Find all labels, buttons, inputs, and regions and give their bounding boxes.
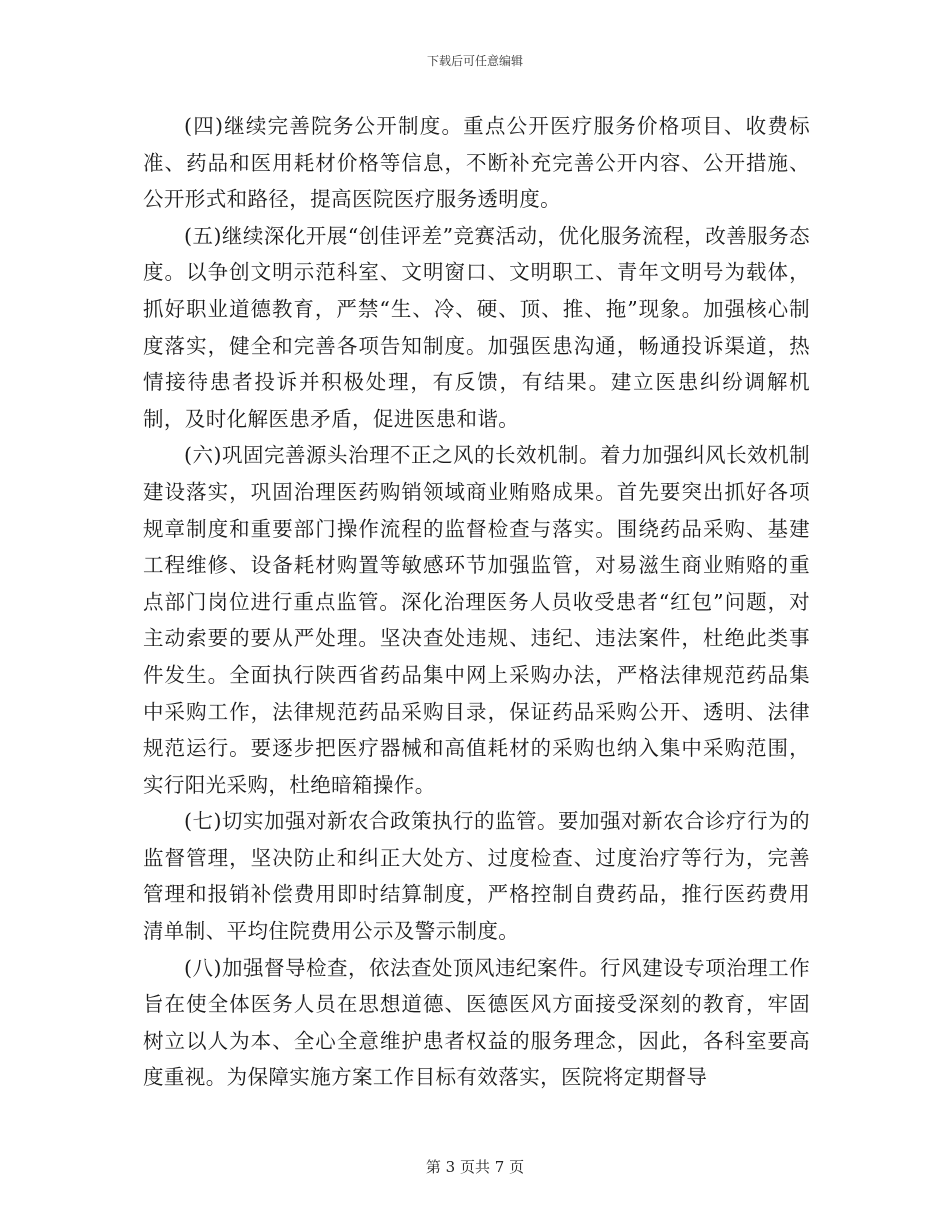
paragraph-5: (五)继续深化开展“创佳评差”竞赛活动，优化服务流程，改善服务态度。以争创文明示范科室、文明窗口、文明职工、青年文明号为载体，抓好职业道德教育，严禁“生、冷、硬、顶、推、拖”现象。加强核心制度落实，健全和完善各项告知制度。加强医患沟通，畅通投诉渠道，热情接待患者投诉并积极处理，有反馈，有结果。建立医患纠纷调解机制，及时化解医患矛盾，促进医患和谐。 (143, 223, 810, 431)
paragraph-6: (六)巩固完善源头治理不正之风的长效机制。着力加强纠风长效机制建设落实，巩固治理医药购销领域商业贿赂成果。首先要突出抓好各项规章制度和重要部门操作流程的监督检查与落实。围绕药品采购、基建工程维修、设备耗材购置等敏感环节加强监管，对易滋生商业贿赂的重点部门岗位进行重点监管。深化治理医务人员收受患者“红包”问题，对主动索要的要从严处理。坚决查处违规、违纪、违法案件，杜绝此类事件发生。全面执行陕西省药品集中网上采购办法，严格法律规范药品集中采购工作，法律规范药品采购目录，保证药品采购公开、透明、法律规范运行。要逐步把医疗器械和高值耗材的采购也纳入集中采购范围，实行阳光采购，杜绝暗箱操作。 (143, 443, 810, 797)
paragraph-8: (八)加强督导检查，依法查处顶风违纪案件。行风建设专项治理工作旨在使全体医务人员在思想道德、医德医风方面接受深刻的教育，牢固树立以人为本、全心全意维护患者权益的服务理念，因此，各科室要高度重视。为保障实施方案工作目标有效落实，医院将定期督导 (143, 955, 810, 1090)
paragraph-4: (四)继续完善院务公开制度。重点公开医疗服务价格项目、收费标准、药品和医用耗材价格等信息，不断补充完善公开内容、公开措施、公开形式和路径，提高医院医疗服务透明度。 (143, 114, 810, 212)
paragraph-7: (七)切实加强对新农合政策执行的监管。要加强对新农合诊疗行为的监督管理，坚决防止和纠正大处方、过度检查、过度治疗等行为，完善管理和报销补偿费用即时结算制度，严格控制自费药品，推行医药费用清单制、平均住院费用公示及警示制度。 (143, 809, 810, 944)
page-number: 第 3 页共 7 页 (425, 1158, 525, 1176)
document-body (143, 108, 810, 1096)
page-header-note: 下载后可任意编辑 (426, 54, 523, 68)
